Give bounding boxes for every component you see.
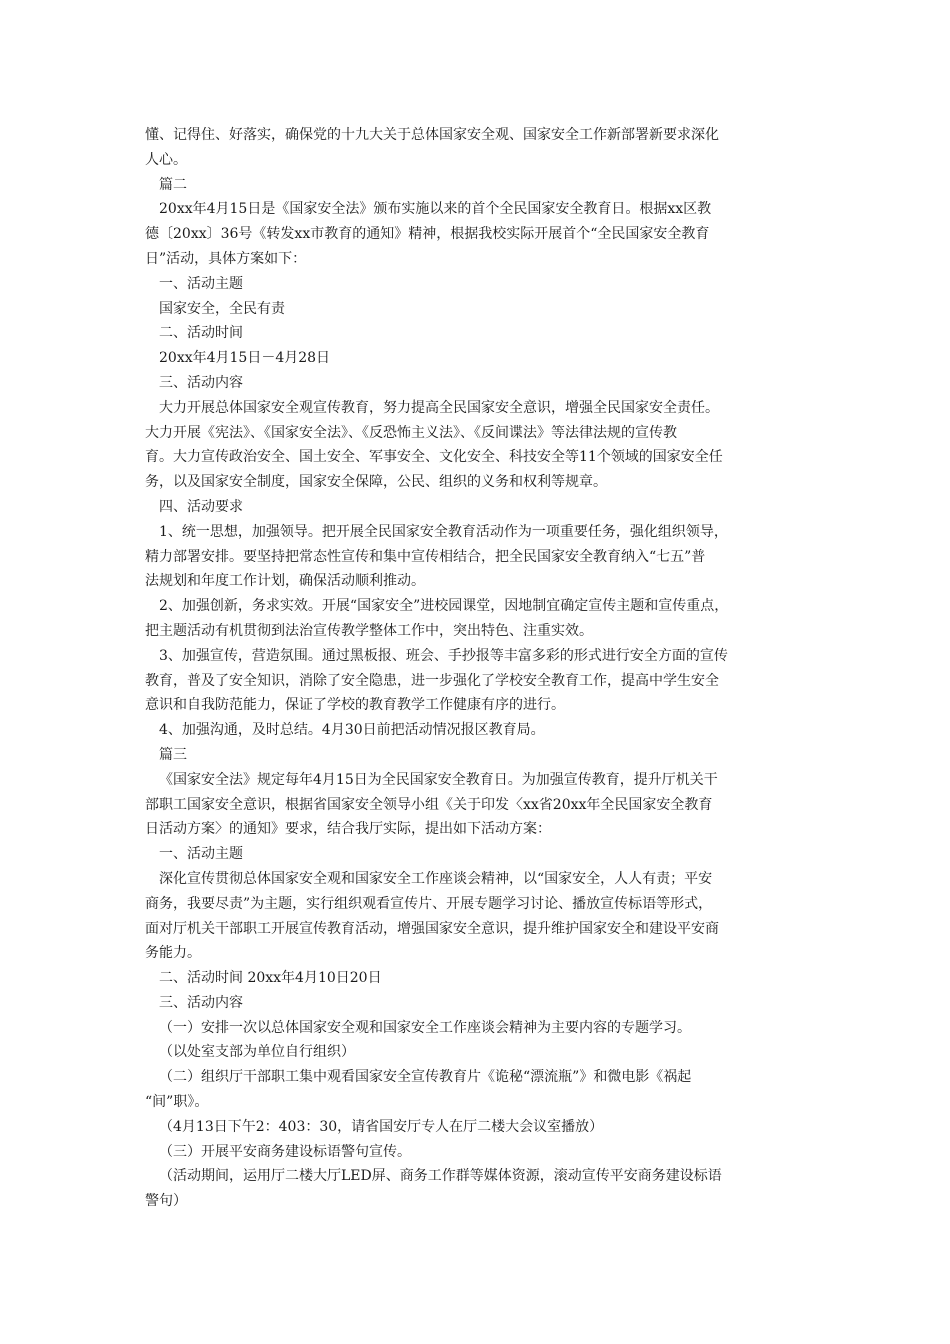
text-line: 德〔20xx〕36号《转发xx市教育的通知》精神，根据我校实际开展首个“全民国家安全教育 [145,226,710,243]
text-line: 法规划和年度工作计划，确保活动顺利推动。 [145,573,425,590]
text-line: 二、活动时间 [159,325,243,342]
text-line: 教育，普及了安全知识，消除了安全隐患，进一步强化了学校安全教育工作，提高中学生安全 [145,672,719,689]
text-line: 把主题活动有机贯彻到法治宣传教学整体工作中，突出特色、注重实效。 [145,622,593,639]
text-line: “间”职》。 [145,1094,209,1111]
text-line: 人心。 [145,151,187,168]
text-line: 大力开展总体国家安全观宣传教育，努力提高全民国家安全意识，增强全民国家安全责任。 [159,399,719,416]
text-line: 2、加强创新，务求实效。开展“国家安全”进校园课堂，因地制宜确定宣传主题和宣传重点， [159,598,729,615]
text-line: （三）开展平安商务建设标语警句宣传。 [159,1143,411,1160]
text-line: 3、加强宣传，营造氛围。通过黑板报、班会、手抄报等丰富多彩的形式进行安全方面的宣传 [159,647,728,664]
text-line: （以处室支部为单位自行组织） [159,1044,355,1061]
text-line: 警句） [145,1193,187,1210]
text-line: 篇三 [159,746,187,763]
text-line: 一、活动主题 [159,275,243,292]
text-line: 务，以及国家安全制度，国家安全保障，公民、组织的义务和权利等规章。 [145,474,607,491]
text-line: 部职工国家安全意识，根据省国家安全领导小组《关于印发〈xx省20xx年全民国家安全教育 [145,796,713,813]
text-line: 1、统一思想，加强领导。把开展全民国家安全教育活动作为一项重要任务，强化组织领导， [159,523,728,540]
text-line: 懂、记得住、好落实，确保党的十九大关于总体国家安全观、国家安全工作新部署新要求深化 [145,127,719,143]
text-line: 育。大力宣传政治安全、国土安全、军事安全、文化安全、科技安全等11个领域的国家安全任 [145,449,723,466]
text-line: 面对厅机关干部职工开展宣传教育活动，增强国家安全意识，提升维护国家安全和建设平安商 [145,920,719,937]
text-line: 商务，我要尽责”为主题，实行组织观看宣传片、开展专题学习讨论、播放宣传标语等形式， [145,895,713,912]
text-line: 4、加强沟通，及时总结。4月30日前把活动情况报区教育局。 [159,722,545,739]
text-line: 意识和自我防范能力，保证了学校的教育教学工作健康有序的进行。 [145,697,565,714]
text-line: 四、活动要求 [159,498,243,515]
text-line: 精力部署安排。要坚持把常态性宣传和集中宣传相结合，把全民国家安全教育纳入“七五”普 [145,548,706,565]
text-line: 大力开展《宪法》、《国家安全法》、《反恐怖主义法》、《反间谍法》等法律法规的宣传教 [145,424,677,441]
text-line: （二）组织厅干部职工集中观看国家安全宣传教育片《诡秘“漂流瓶”》和微电影《祸起 [159,1069,692,1086]
text-line: （一）安排一次以总体国家安全观和国家安全工作座谈会精神为主要内容的专题学习。 [159,1019,691,1036]
document-body [145,123,815,1214]
text-line: 务能力。 [145,945,201,962]
text-line: 国家安全，全民有责 [159,300,285,317]
text-line: 日活动方案〉的通知》要求，结合我厅实际，提出如下活动方案： [145,821,551,838]
text-line: 20xx年4月15日－4月28日 [159,350,331,367]
text-line: 篇二 [159,176,187,193]
text-line: 三、活动内容 [159,994,243,1011]
text-line: 《国家安全法》规定每年4月15日为全民国家安全教育日。为加强宣传教育，提升厅机关干 [159,771,718,788]
text-line: 二、活动时间 20xx年4月10日20日 [159,970,382,987]
text-line: 深化宣传贯彻总体国家安全观和国家安全工作座谈会精神，以“国家安全，人人有责；平安 [159,870,713,887]
text-line: （活动期间，运用厅二楼大厅LED屏、商务工作群等媒体资源，滚动宣传平安商务建设标语 [159,1168,722,1185]
text-line: （4月13日下午2：403：30，请省国安厅专人在厅二楼大会议室播放） [159,1118,604,1135]
text-line: 一、活动主题 [159,846,243,863]
text-line: 日”活动，具体方案如下： [145,250,307,267]
text-line: 三、活动内容 [159,374,243,391]
text-line: 20xx年4月15日是《国家安全法》颁布实施以来的首个全民国家安全教育日。根据xx区教 [159,201,712,218]
